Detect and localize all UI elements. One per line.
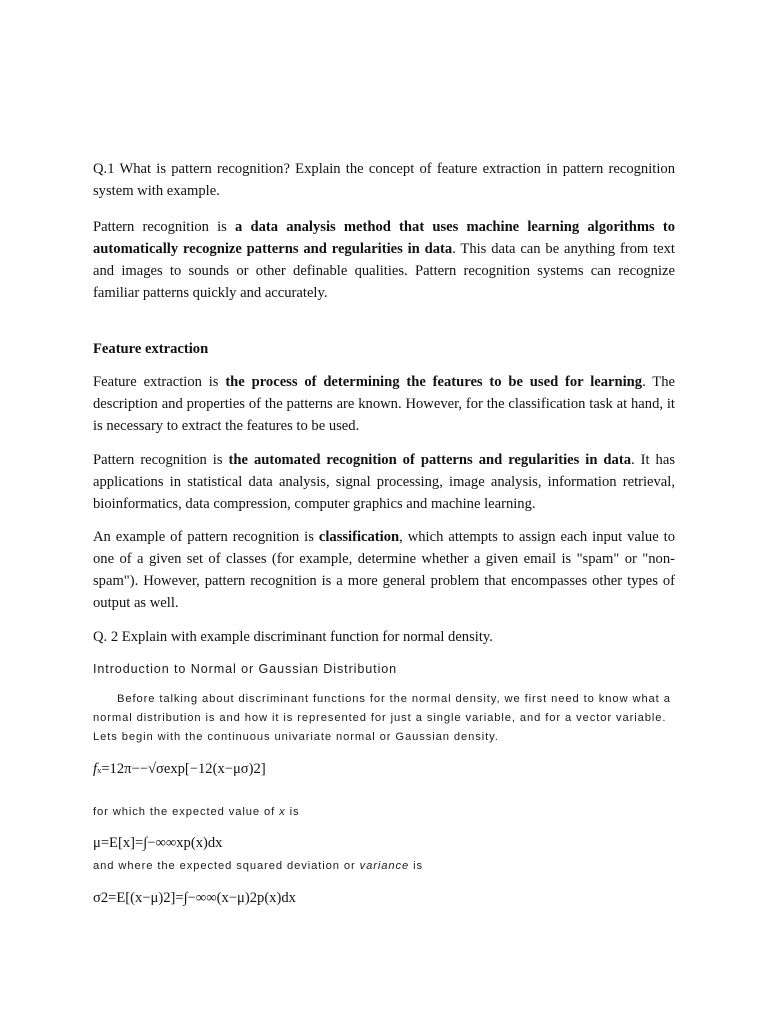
para2-post: . The description and properties of the patterns are known. However, for the classification task at hand, it is necessary to extract the features to be used. [93, 374, 675, 434]
expected-pre: for which the expected value of [93, 806, 280, 818]
formula-normal-density [93, 759, 675, 780]
para4-bold: classification [318, 529, 400, 545]
para3-bold: the automated recognition of patterns and regularities in data [228, 452, 631, 468]
q1-paragraph-applications [93, 449, 675, 515]
q1-paragraph-definition [93, 216, 675, 304]
q2-question: Q. 2 Explain with example discriminant function for normal density. [93, 629, 493, 645]
formula1-sub: x [97, 765, 102, 775]
q1-question: Q.1 What is pattern recognition? Explain the concept of feature extraction in pattern recognition system with example. [93, 161, 675, 199]
q2-subheading: Introduction to Normal or Gaussian Distribution [93, 662, 398, 676]
q1-paragraph-feature [93, 371, 675, 437]
variance-pre: and where the expected squared deviation or [93, 860, 360, 872]
variance-post: is [409, 860, 424, 872]
feature-extraction-heading: Feature extraction [93, 341, 209, 357]
q2-intro: Before talking about discriminant functions for the normal density, we first need to know what a normal distribution is and how it is represented for just a single variable, and for a vector variable. Lets begin with the continuous univariate normal or Gaussian density. [93, 693, 671, 743]
para2-pre: Feature extraction is [93, 374, 226, 390]
formula-expected-value: μ=E[x]=∫−∞∞xp(x)dx [93, 835, 223, 851]
formula-variance: σ2=E[(x−μ)2]=∫−∞∞(x−μ)2p(x)dx [93, 890, 296, 906]
q1-paragraph-example [93, 526, 675, 614]
formula1-main: f [93, 761, 98, 777]
expected-var: x [279, 806, 286, 818]
para2-bold: the process of determining the features to be used for learning [225, 374, 643, 390]
expected-post: is [285, 806, 300, 818]
para1-post: . This data can be anything from text and images to sounds or other definable qualities. Pattern recognition systems can recognize familiar patterns quickly and accurately. [93, 241, 675, 301]
para3-post: . It has applications in statistical data analysis, signal processing, image analysis, information retrieval, bioinformatics, data compression, computer graphics and machine learning. [93, 452, 675, 512]
para4-post: , which attempts to assign each input value to one of a given set of classes (for example, determine whether a given email is "spam" or "non-spam"). However, pattern recognition is a more general problem that encompasses other types of output as well. [93, 529, 676, 611]
formula1-rest: =12π−−√σexp[−12(x−μσ)2] [101, 761, 266, 777]
para1-pre: Pattern recognition is [93, 219, 236, 235]
para3-pre: Pattern recognition is [93, 452, 229, 468]
para1-bold: a data analysis method that uses machine learning algorithms to automatically recognize patterns and regularities in data [93, 219, 675, 257]
expected-value-line [93, 803, 675, 822]
variance-word: variance [359, 860, 410, 872]
variance-line [93, 857, 675, 876]
para4-pre: An example of pattern recognition is [93, 529, 319, 545]
